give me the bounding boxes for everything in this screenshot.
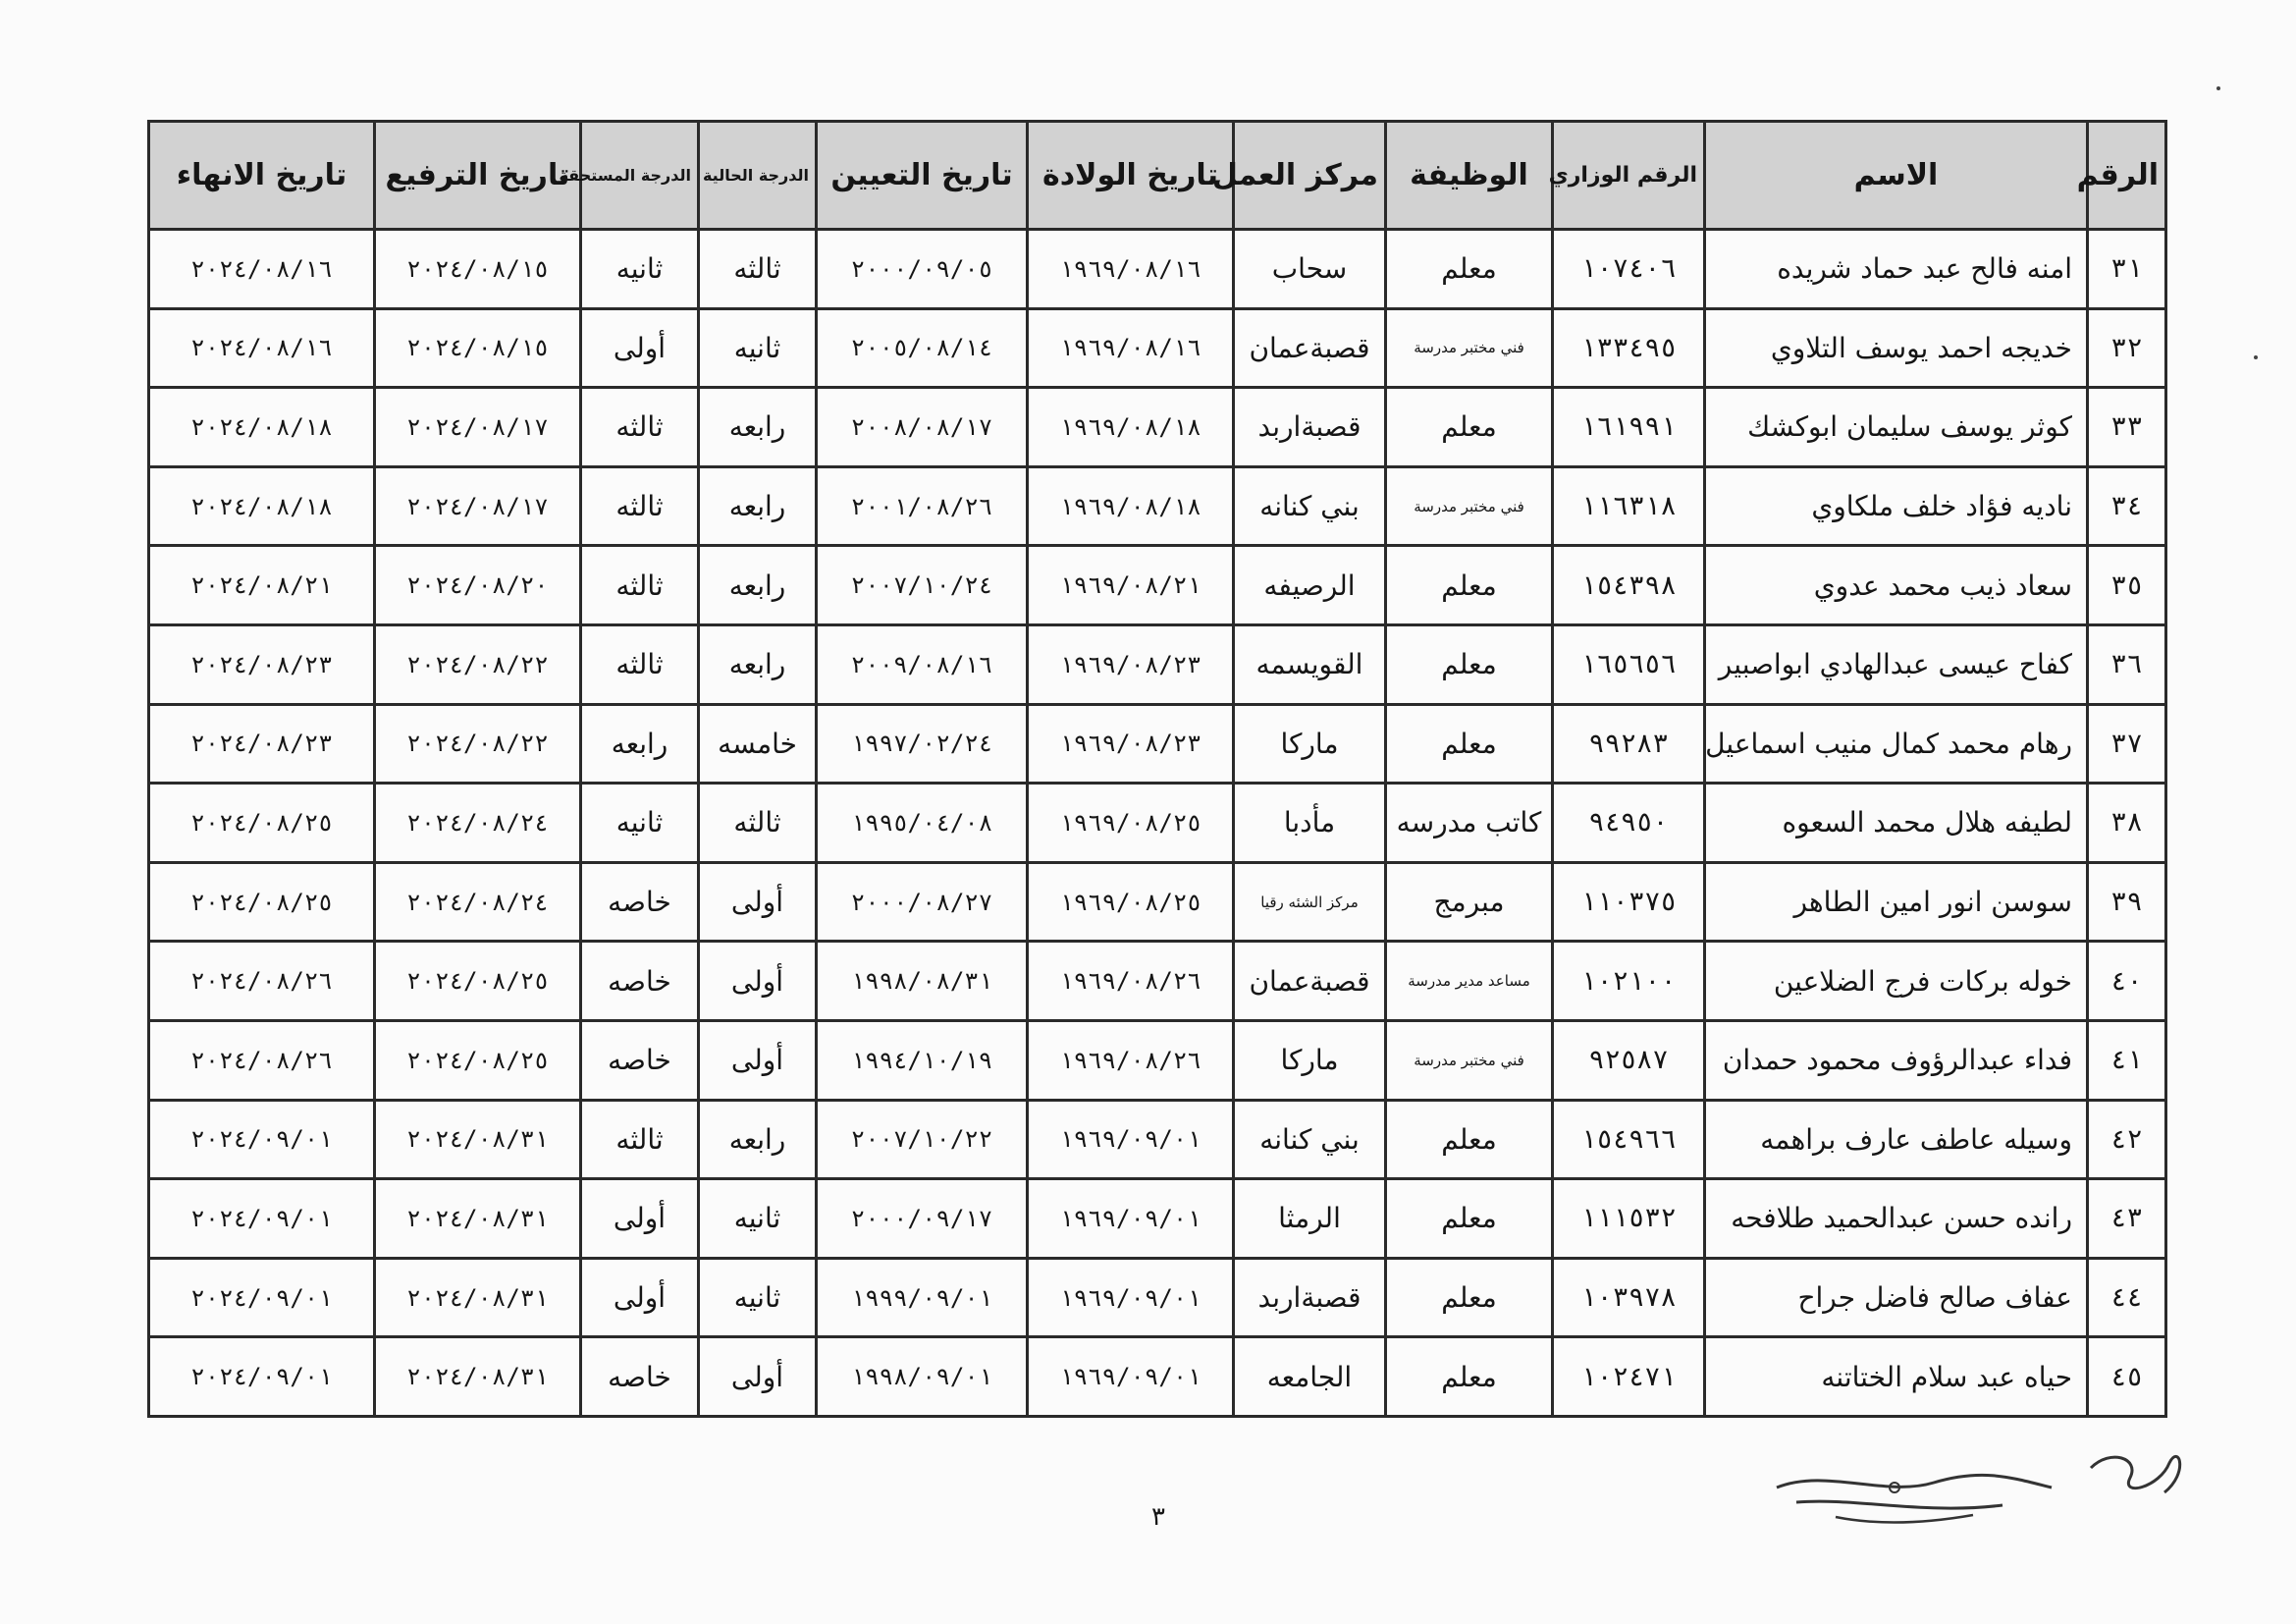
cell-appointment-date: ١٩٩٩/٠٩/٠١ (817, 1258, 1028, 1337)
cell-birth-date: ١٩٦٩/٠٨/١٨ (1028, 388, 1234, 467)
cell-promotion-date: ٢٠٢٤/٠٨/٣١ (375, 1337, 581, 1417)
cell-job: معلم (1386, 1258, 1553, 1337)
table-row (149, 1179, 2166, 1259)
cell-job: مبرمج (1386, 862, 1553, 942)
cell-name: لطيفه هلال محمد السعوه (1705, 784, 2088, 863)
cell-birth-date: ١٩٦٩/٠٨/٢٣ (1028, 704, 1234, 784)
cell-current-grade: أولى (699, 862, 817, 942)
cell-termination-date: ٢٠٢٤/٠٨/١٦ (149, 308, 375, 388)
cell-appointment-date: ٢٠٠٥/٠٨/١٤ (817, 308, 1028, 388)
cell-birth-date: ١٩٦٩/٠٩/٠١ (1028, 1258, 1234, 1337)
cell-deserved-grade: ثالثه (581, 624, 699, 704)
cell-ministry-number: ٩٩٢٨٣ (1553, 704, 1705, 784)
cell-termination-date: ٢٠٢٤/٠٨/٢٣ (149, 704, 375, 784)
cell-work-center: بني كنانه (1234, 1100, 1386, 1179)
cell-index: ٣٥ (2088, 546, 2166, 625)
cell-index: ٤٣ (2088, 1179, 2166, 1259)
cell-job: فني مختبر مدرسة (1386, 1020, 1553, 1100)
cell-ministry-number: ١٠٣٩٧٨ (1553, 1258, 1705, 1337)
cell-birth-date: ١٩٦٩/٠٨/٢٣ (1028, 624, 1234, 704)
cell-promotion-date: ٢٠٢٤/٠٨/٢٠ (375, 546, 581, 625)
cell-job: مساعد مدير مدرسة (1386, 942, 1553, 1021)
cell-index: ٣٧ (2088, 704, 2166, 784)
cell-work-center: قصبةاربد (1234, 1258, 1386, 1337)
cell-termination-date: ٢٠٢٤/٠٨/١٨ (149, 466, 375, 546)
employees-table (147, 120, 2167, 1418)
cell-current-grade: ثانيه (699, 1258, 817, 1337)
cell-termination-date: ٢٠٢٤/٠٨/١٨ (149, 388, 375, 467)
cell-termination-date: ٢٠٢٤/٠٩/٠١ (149, 1337, 375, 1417)
cell-deserved-grade: ثالثه (581, 1100, 699, 1179)
cell-ministry-number: ٩٤٩٥٠ (1553, 784, 1705, 863)
cell-deserved-grade: أولى (581, 308, 699, 388)
cell-promotion-date: ٢٠٢٤/٠٨/٢٢ (375, 624, 581, 704)
cell-index: ٣١ (2088, 230, 2166, 309)
cell-birth-date: ١٩٦٩/٠٨/١٦ (1028, 230, 1234, 309)
cell-name: امنه فالح عبد حماد شريده (1705, 230, 2088, 309)
cell-promotion-date: ٢٠٢٤/٠٨/٣١ (375, 1258, 581, 1337)
cell-birth-date: ١٩٦٩/٠٩/٠١ (1028, 1179, 1234, 1259)
cell-birth-date: ١٩٦٩/٠٨/٢٥ (1028, 784, 1234, 863)
cell-promotion-date: ٢٠٢٤/٠٨/٣١ (375, 1179, 581, 1259)
table-body (149, 230, 2166, 1417)
cell-birth-date: ١٩٦٩/٠٩/٠١ (1028, 1100, 1234, 1179)
header-termination-date: تاريخ الانهاء (149, 122, 375, 230)
cell-appointment-date: ٢٠٠٨/٠٨/١٧ (817, 388, 1028, 467)
cell-deserved-grade: ثانيه (581, 784, 699, 863)
cell-birth-date: ١٩٦٩/٠٨/٢٦ (1028, 942, 1234, 1021)
cell-ministry-number: ١٣٣٤٩٥ (1553, 308, 1705, 388)
cell-promotion-date: ٢٠٢٤/٠٨/١٥ (375, 308, 581, 388)
cell-termination-date: ٢٠٢٤/٠٩/٠١ (149, 1100, 375, 1179)
table-row (149, 784, 2166, 863)
cell-promotion-date: ٢٠٢٤/٠٨/٢٥ (375, 942, 581, 1021)
cell-job: معلم (1386, 546, 1553, 625)
cell-current-grade: ثانيه (699, 1179, 817, 1259)
cell-deserved-grade: ثالثه (581, 466, 699, 546)
table-row (149, 1020, 2166, 1100)
cell-job: كاتب مدرسه (1386, 784, 1553, 863)
header-promotion-date: تاريخ الترفيع (375, 122, 581, 230)
cell-birth-date: ١٩٦٩/٠٨/٢١ (1028, 546, 1234, 625)
header-job: الوظيفة (1386, 122, 1553, 230)
cell-name: خوله بركات فرج الضلاعين (1705, 942, 2088, 1021)
cell-deserved-grade: ثالثه (581, 388, 699, 467)
cell-current-grade: رابعه (699, 546, 817, 625)
cell-deserved-grade: أولى (581, 1258, 699, 1337)
cell-work-center: قصبةعمان (1234, 942, 1386, 1021)
cell-ministry-number: ١١٦٣١٨ (1553, 466, 1705, 546)
cell-promotion-date: ٢٠٢٤/٠٨/١٧ (375, 388, 581, 467)
table-row (149, 1100, 2166, 1179)
cell-appointment-date: ١٩٩٧/٠٢/٢٤ (817, 704, 1028, 784)
cell-ministry-number: ٩٢٥٨٧ (1553, 1020, 1705, 1100)
cell-job: معلم (1386, 1179, 1553, 1259)
table-row (149, 388, 2166, 467)
cell-name: كفاح عيسى عبدالهادي ابواصبير (1705, 624, 2088, 704)
header-work-center: مركز العمل (1234, 122, 1386, 230)
scan-speck (2216, 86, 2220, 90)
cell-ministry-number: ١١٠٣٧٥ (1553, 862, 1705, 942)
cell-work-center: الرصيفه (1234, 546, 1386, 625)
cell-name: سوسن انور امين الطاهر (1705, 862, 2088, 942)
scan-speck (2254, 355, 2258, 359)
cell-promotion-date: ٢٠٢٤/٠٨/٢٤ (375, 862, 581, 942)
cell-name: كوثر يوسف سليمان ابوكشك (1705, 388, 2088, 467)
cell-name: عفاف صالح فاضل جراح (1705, 1258, 2088, 1337)
cell-ministry-number: ١٦٥٦٥٦ (1553, 624, 1705, 704)
cell-current-grade: رابعه (699, 388, 817, 467)
cell-deserved-grade: ثالثه (581, 546, 699, 625)
table-row (149, 862, 2166, 942)
cell-appointment-date: ٢٠٠١/٠٨/٢٦ (817, 466, 1028, 546)
cell-birth-date: ١٩٦٩/٠٩/٠١ (1028, 1337, 1234, 1417)
cell-ministry-number: ١٠٧٤٠٦ (1553, 230, 1705, 309)
cell-index: ٤٥ (2088, 1337, 2166, 1417)
table-row (149, 704, 2166, 784)
cell-appointment-date: ١٩٩٨/٠٨/٣١ (817, 942, 1028, 1021)
signature-mark (1767, 1429, 2199, 1546)
cell-name: رهام محمد كمال منيب اسماعيل (1705, 704, 2088, 784)
cell-termination-date: ٢٠٢٤/٠٨/١٦ (149, 230, 375, 309)
cell-current-grade: رابعه (699, 624, 817, 704)
cell-name: سعاد ذيب محمد عدوي (1705, 546, 2088, 625)
cell-work-center: مأدبا (1234, 784, 1386, 863)
cell-name: خديجه احمد يوسف التلاوي (1705, 308, 2088, 388)
cell-promotion-date: ٢٠٢٤/٠٨/٢٥ (375, 1020, 581, 1100)
table-row (149, 546, 2166, 625)
cell-index: ٤٤ (2088, 1258, 2166, 1337)
cell-deserved-grade: خاصه (581, 942, 699, 1021)
cell-work-center: القويسمه (1234, 624, 1386, 704)
cell-birth-date: ١٩٦٩/٠٨/٢٦ (1028, 1020, 1234, 1100)
cell-appointment-date: ٢٠٠٩/٠٨/١٦ (817, 624, 1028, 704)
cell-name: وسيله عاطف عارف براهمه (1705, 1100, 2088, 1179)
cell-current-grade: أولى (699, 1337, 817, 1417)
header-ministry-number: الرقم الوزاري (1553, 122, 1705, 230)
cell-work-center: سحاب (1234, 230, 1386, 309)
cell-current-grade: رابعه (699, 466, 817, 546)
cell-deserved-grade: خاصه (581, 1020, 699, 1100)
cell-index: ٤٢ (2088, 1100, 2166, 1179)
cell-name: حياه عبد سلام الختاتنه (1705, 1337, 2088, 1417)
cell-birth-date: ١٩٦٩/٠٨/١٨ (1028, 466, 1234, 546)
cell-index: ٣٩ (2088, 862, 2166, 942)
cell-work-center: مركز الشئه رقيا (1234, 862, 1386, 942)
cell-work-center: قصبةاربد (1234, 388, 1386, 467)
header-name: الاسم (1705, 122, 2088, 230)
cell-work-center: ماركا (1234, 704, 1386, 784)
cell-deserved-grade: رابعه (581, 704, 699, 784)
cell-name: فداء عبدالرؤوف محمود حمدان (1705, 1020, 2088, 1100)
cell-index: ٣٢ (2088, 308, 2166, 388)
cell-current-grade: ثانيه (699, 308, 817, 388)
cell-work-center: بني كنانه (1234, 466, 1386, 546)
cell-work-center: الرمثا (1234, 1179, 1386, 1259)
cell-ministry-number: ١٥٤٩٦٦ (1553, 1100, 1705, 1179)
cell-appointment-date: ٢٠٠٧/١٠/٢٢ (817, 1100, 1028, 1179)
cell-job: معلم (1386, 1337, 1553, 1417)
cell-job: فني مختبر مدرسة (1386, 308, 1553, 388)
header-deserved-grade: الدرجة المستحقة (581, 122, 699, 230)
cell-promotion-date: ٢٠٢٤/٠٨/١٥ (375, 230, 581, 309)
cell-current-grade: ثالثه (699, 784, 817, 863)
cell-appointment-date: ١٩٩٥/٠٤/٠٨ (817, 784, 1028, 863)
cell-promotion-date: ٢٠٢٤/٠٨/٣١ (375, 1100, 581, 1179)
cell-ministry-number: ١٦١٩٩١ (1553, 388, 1705, 467)
cell-deserved-grade: ثانيه (581, 230, 699, 309)
cell-deserved-grade: خاصه (581, 1337, 699, 1417)
cell-name: ناديه فؤاد خلف ملكاوي (1705, 466, 2088, 546)
cell-name: رانده حسن عبدالحميد طلافحه (1705, 1179, 2088, 1259)
cell-job: معلم (1386, 704, 1553, 784)
cell-work-center: الجامعه (1234, 1337, 1386, 1417)
header-appointment-date: تاريخ التعيين (817, 122, 1028, 230)
table-row (149, 1258, 2166, 1337)
cell-index: ٤١ (2088, 1020, 2166, 1100)
cell-work-center: ماركا (1234, 1020, 1386, 1100)
cell-current-grade: ثالثه (699, 230, 817, 309)
cell-ministry-number: ١٥٤٣٩٨ (1553, 546, 1705, 625)
table-row (149, 230, 2166, 309)
cell-termination-date: ٢٠٢٤/٠٨/٢٥ (149, 784, 375, 863)
table-row (149, 308, 2166, 388)
cell-current-grade: خامسه (699, 704, 817, 784)
cell-appointment-date: ٢٠٠٧/١٠/٢٤ (817, 546, 1028, 625)
cell-index: ٣٦ (2088, 624, 2166, 704)
cell-birth-date: ١٩٦٩/٠٨/١٦ (1028, 308, 1234, 388)
cell-index: ٤٠ (2088, 942, 2166, 1021)
cell-ministry-number: ١٠٢١٠٠ (1553, 942, 1705, 1021)
cell-current-grade: أولى (699, 942, 817, 1021)
header-index: الرقم (2088, 122, 2166, 230)
table-row (149, 624, 2166, 704)
cell-termination-date: ٢٠٢٤/٠٨/٢٦ (149, 942, 375, 1021)
table-row (149, 942, 2166, 1021)
cell-ministry-number: ١١١٥٣٢ (1553, 1179, 1705, 1259)
cell-promotion-date: ٢٠٢٤/٠٨/٢٤ (375, 784, 581, 863)
cell-promotion-date: ٢٠٢٤/٠٨/٢٢ (375, 704, 581, 784)
page-number: ٣ (1151, 1502, 1165, 1532)
cell-job: معلم (1386, 388, 1553, 467)
header-current-grade: الدرجة الحالية (699, 122, 817, 230)
cell-job: فني مختبر مدرسة (1386, 466, 1553, 546)
cell-birth-date: ١٩٦٩/٠٨/٢٥ (1028, 862, 1234, 942)
table-header-row (149, 122, 2166, 230)
cell-termination-date: ٢٠٢٤/٠٩/٠١ (149, 1179, 375, 1259)
cell-appointment-date: ٢٠٠٠/٠٨/٢٧ (817, 862, 1028, 942)
table-row (149, 1337, 2166, 1417)
cell-termination-date: ٢٠٢٤/٠٨/٢١ (149, 546, 375, 625)
cell-current-grade: رابعه (699, 1100, 817, 1179)
cell-index: ٣٨ (2088, 784, 2166, 863)
cell-promotion-date: ٢٠٢٤/٠٨/١٧ (375, 466, 581, 546)
cell-work-center: قصبةعمان (1234, 308, 1386, 388)
header-birth-date: تاريخ الولادة (1028, 122, 1234, 230)
cell-appointment-date: ١٩٩٨/٠٩/٠١ (817, 1337, 1028, 1417)
cell-termination-date: ٢٠٢٤/٠٨/٢٥ (149, 862, 375, 942)
cell-job: معلم (1386, 624, 1553, 704)
cell-deserved-grade: خاصه (581, 862, 699, 942)
cell-current-grade: أولى (699, 1020, 817, 1100)
cell-appointment-date: ١٩٩٤/١٠/١٩ (817, 1020, 1028, 1100)
cell-termination-date: ٢٠٢٤/٠٨/٢٦ (149, 1020, 375, 1100)
cell-job: معلم (1386, 230, 1553, 309)
table-row (149, 466, 2166, 546)
cell-deserved-grade: أولى (581, 1179, 699, 1259)
cell-termination-date: ٢٠٢٤/٠٨/٢٣ (149, 624, 375, 704)
cell-termination-date: ٢٠٢٤/٠٩/٠١ (149, 1258, 375, 1337)
cell-ministry-number: ١٠٢٤٧١ (1553, 1337, 1705, 1417)
cell-job: معلم (1386, 1100, 1553, 1179)
cell-index: ٣٤ (2088, 466, 2166, 546)
cell-index: ٣٣ (2088, 388, 2166, 467)
cell-appointment-date: ٢٠٠٠/٠٩/٠٥ (817, 230, 1028, 309)
cell-appointment-date: ٢٠٠٠/٠٩/١٧ (817, 1179, 1028, 1259)
